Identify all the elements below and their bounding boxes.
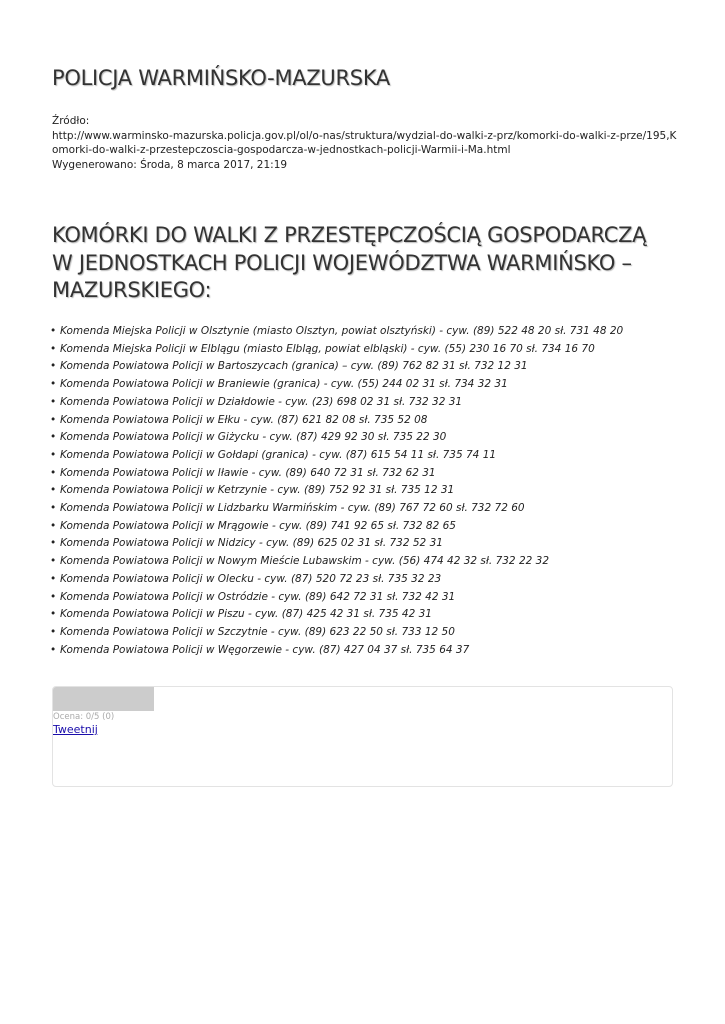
list-item: • Komenda Powiatowa Policji w Mrągowie - cyw. (89) 741 92 65 sł. 732 82 65 [50, 518, 690, 536]
list-item: • Komenda Miejska Policji w Elblągu (miasto Elbląg, powiat elbląski) - cyw. (55) 230 16 70 sł. 734 16 70 [50, 341, 690, 359]
list-item: • Komenda Powiatowa Policji w Ełku - cyw. (87) 621 82 08 sł. 735 52 08 [50, 412, 690, 430]
list-item: • Komenda Powiatowa Policji w Ketrzynie - cyw. (89) 752 92 31 sł. 735 12 31 [50, 482, 690, 500]
article-title: KOMÓRKI DO WALKI Z PRZESTĘPCZOŚCIĄ GOSPODARCZĄ W JEDNOSTKACH POLICJI WOJEWÓDZTWA WARMIŃSKO – MAZURSKIEGO: [52, 223, 647, 302]
generated-date: Wygenerowano: Środa, 8 marca 2017, 21:19 [52, 158, 288, 171]
list-item: • Komenda Powiatowa Policji w Nidzicy - cyw. (89) 625 02 31 sł. 732 52 31 [50, 535, 690, 553]
rating-panel [52, 686, 673, 787]
source-meta [52, 114, 677, 172]
list-item: • Komenda Powiatowa Policji w Iławie - cyw. (89) 640 72 31 sł. 732 62 31 [50, 465, 690, 483]
tweet-link[interactable]: Tweetnij [53, 723, 98, 736]
source-label: Źródło: [52, 115, 90, 127]
list-item: • Komenda Powiatowa Policji w Lidzbarku Warmińskim - cyw. (89) 767 72 60 sł. 732 72 60 [50, 500, 690, 518]
list-item: • Komenda Powiatowa Policji w Działdowie - cyw. (23) 698 02 31 sł. 732 32 31 [50, 394, 690, 412]
list-item: • Komenda Powiatowa Policji w Nowym Mieście Lubawskim - cyw. (56) 474 42 32 sł. 732 22 32 [50, 553, 690, 571]
list-item: • Komenda Powiatowa Policji w Gołdapi (granica) - cyw. (87) 615 54 11 sł. 735 74 11 [50, 447, 690, 465]
list-item: • Komenda Powiatowa Policji w Węgorzewie - cyw. (87) 427 04 37 sł. 735 64 37 [50, 642, 690, 660]
rating-stars-bar[interactable] [53, 687, 154, 711]
police-units-list [50, 323, 690, 659]
list-item: • Komenda Powiatowa Policji w Ostródzie - cyw. (89) 642 72 31 sł. 732 42 31 [50, 589, 690, 607]
site-title: POLICJA WARMIŃSKO-MAZURSKA [52, 66, 390, 90]
source-url: http://www.warminsko-mazurska.policja.gov.pl/ol/o-nas/struktura/wydzial-do-walki-z-prz/komorki-do-walki-z-prze/195,Komorki-do-walki-z-przestepczoscia-gospodarcza-w-jednostkach-policji-Warmii-i-Ma.html [52, 129, 677, 156]
list-item: • Komenda Miejska Policji w Olsztynie (miasto Olsztyn, powiat olsztyński) - cyw. (89) 522 48 20 sł. 731 48 20 [50, 323, 690, 341]
list-item: • Komenda Powiatowa Policji w Olecku - cyw. (87) 520 72 23 sł. 735 32 23 [50, 571, 690, 589]
rating-text: Ocena: 0/5 (0) [53, 712, 115, 722]
list-item: • Komenda Powiatowa Policji w Szczytnie - cyw. (89) 623 22 50 sł. 733 12 50 [50, 624, 690, 642]
list-item: • Komenda Powiatowa Policji w Braniewie (granica) - cyw. (55) 244 02 31 sł. 734 32 31 [50, 376, 690, 394]
list-item: • Komenda Powiatowa Policji w Bartoszycach (granica) – cyw. (89) 762 82 31 sł. 732 12 31 [50, 358, 690, 376]
list-item: • Komenda Powiatowa Policji w Piszu - cyw. (87) 425 42 31 sł. 735 42 31 [50, 606, 690, 624]
list-item: • Komenda Powiatowa Policji w Giżycku - cyw. (87) 429 92 30 sł. 735 22 30 [50, 429, 690, 447]
